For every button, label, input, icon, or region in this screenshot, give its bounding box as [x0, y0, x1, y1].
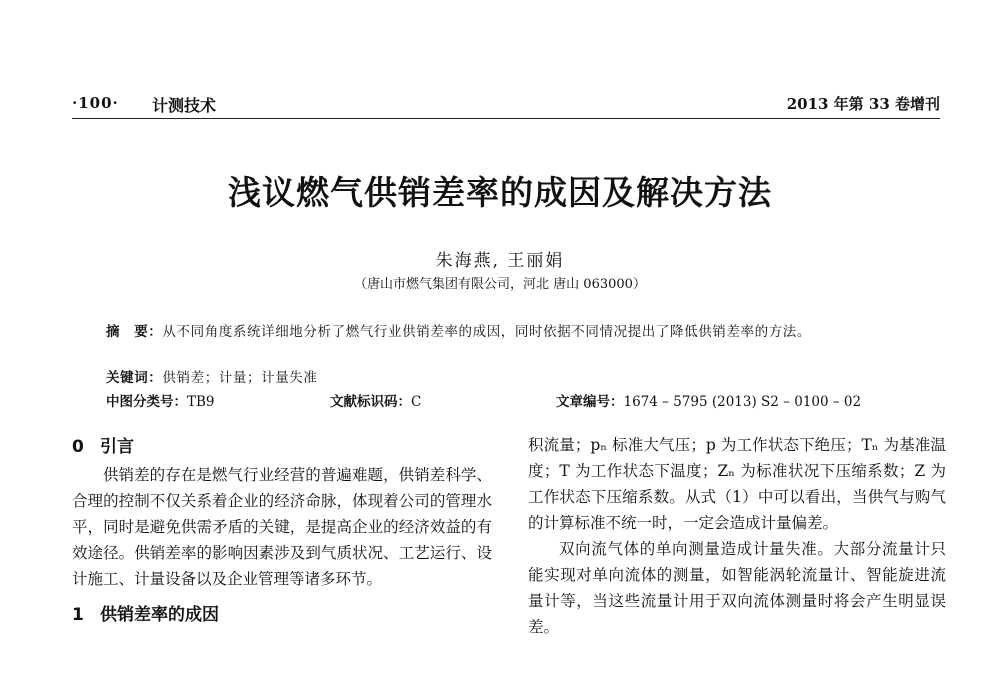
article-number-label: 文章编号：	[556, 394, 624, 410]
formula-explanation-paragraph: 积流量；pₙ 标准大气压；p 为工作状态下绝压；Tₙ 为基准温度；T 为工作状态下温度；Zₙ 为标准状况下压缩系数；Z 为工作状态下压缩系数。从式（1）中可以看出，当供气与购气的计算标准不统一时，一定会造成计量偏差。	[528, 436, 946, 532]
article-number-value: 1674 – 5795 (2013) S2 – 0100 – 02	[623, 394, 862, 410]
keywords-text: 供销差；计量；计量失准	[162, 370, 318, 386]
author-affiliation: （唐山市燃气集团有限公司，河北 唐山 063000）	[354, 277, 646, 292]
section-0-title: 引言	[100, 437, 134, 457]
issue-info: 2013 年第 33 卷增刊	[786, 95, 940, 113]
document-code	[330, 390, 421, 410]
clc-value: TB9	[187, 394, 215, 410]
clc-label: 中图分类号：	[106, 394, 187, 410]
doc-code-label: 文献标识码：	[330, 394, 411, 410]
section-1-title: 供销差率的成因	[100, 605, 219, 625]
clc-number	[106, 390, 215, 410]
article-title: 浅议燃气供销差率的成因及解决方法	[228, 173, 772, 212]
keywords	[106, 366, 318, 386]
section-0-heading	[72, 432, 492, 462]
doc-code-value: C	[411, 394, 422, 410]
header-divider	[72, 118, 940, 119]
abstract-label: 摘 要：	[106, 324, 163, 340]
keywords-label: 关键词：	[106, 370, 163, 386]
bidirectional-flow-paragraph: 双向流气体的单向测量造成计量失准。大部分流量计只能实现对单向流体的测量，如智能涡轮流量计、智能旋进流量计等，当这些流量计用于双向流体测量时将会产生明显误差。	[528, 540, 946, 636]
abstract-text: 从不同角度系统详细地分析了燃气行业供销差率的成因，同时依据不同情况提出了降低供销差率的方法。	[162, 324, 812, 340]
section-0-number: 0	[72, 437, 84, 457]
left-column	[72, 432, 492, 630]
right-column	[528, 432, 946, 640]
journal-name: 计测技术	[152, 96, 217, 115]
article-authors: 朱海燕, 王丽娟	[435, 251, 565, 271]
abstract	[72, 320, 944, 344]
intro-paragraph: 供销差的存在是燃气行业经营的普遍难题，供销差科学、合理的控制不仅关系着企业的经济命脉，体现着公司的管理水平，同时是避免供需矛盾的关键，是提高企业的经济效益的有效途径。供销差率的影响因素涉及到气质状况、工艺运行、设计施工、计量设备以及企业管理等诸多环节。	[72, 466, 492, 588]
section-1-number: 1	[72, 605, 84, 625]
page-number: ·100·	[72, 94, 119, 112]
section-1-heading	[72, 600, 492, 630]
article-number	[556, 390, 861, 410]
